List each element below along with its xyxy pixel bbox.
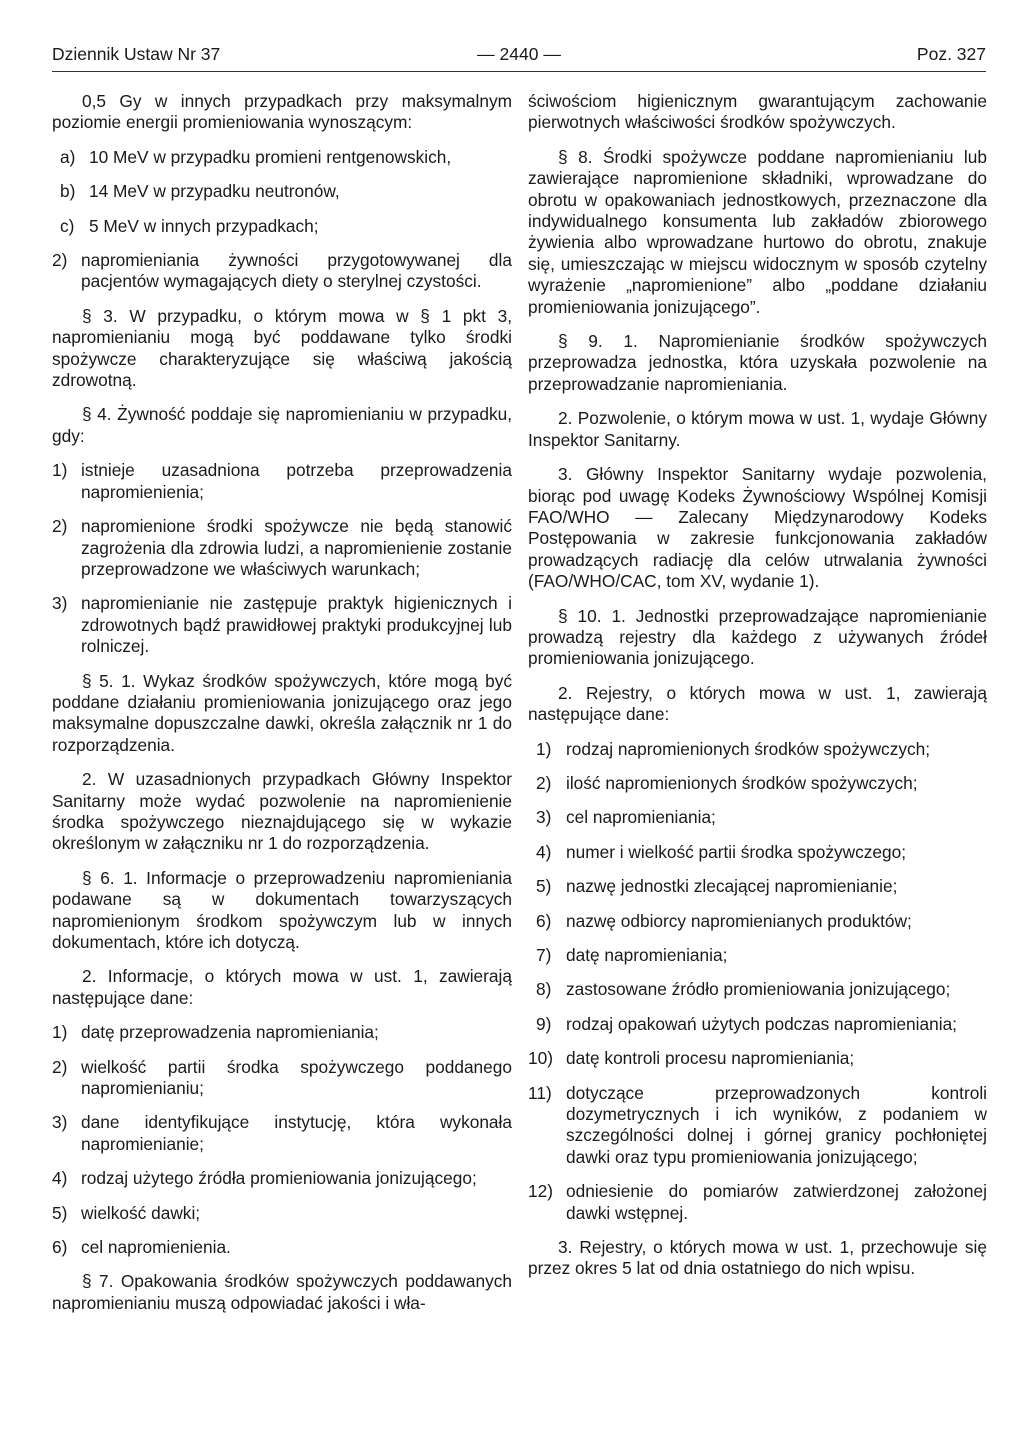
list-item <box>528 842 987 863</box>
item-text: napromieniania żywności przygotowywanej dla pacjentów wymagających diety o sterylnej czystości. <box>81 250 512 292</box>
section-9-2: 2. Pozwolenie, o którym mowa w ust. 1, wydaje Główny Inspektor Sanitarny. <box>528 408 987 450</box>
item-number: 6) <box>52 1237 68 1258</box>
section-7: § 7. Opakowania środków spożywczych poddawanych napromienianiu muszą odpowiadać jakości i wła- <box>52 1271 512 1313</box>
item-number: 2) <box>52 250 68 271</box>
list-item <box>52 147 512 168</box>
list-item <box>528 773 987 794</box>
item-text: 10 MeV w przypadku promieni rentgenowskich, <box>89 146 452 167</box>
list-item <box>528 1083 987 1169</box>
list-item <box>528 807 987 828</box>
item-text: dotyczące przeprowadzonych kontroli dozymetrycznych i ich wyników, z podaniem w szczególności dolnej i górnej granicy pochłoniętej dawki oraz typu promieniowania jonizującego; <box>566 1082 987 1167</box>
item-number: 1) <box>536 738 552 759</box>
item-text: 5 MeV w innych przypadkach; <box>89 215 319 236</box>
item-number: 1) <box>52 460 68 481</box>
item-text: zastosowane źródło promieniowania jonizującego; <box>566 979 951 1000</box>
item-number: c) <box>60 215 75 236</box>
item-text: wielkość partii środka spożywczego poddanego napromienianiu; <box>81 1056 512 1099</box>
section-10-1: § 10. 1. Jednostki przeprowadzające napromienianie prowadzą rejestry dla każdego z używanych źródeł promieniowania jonizującego. <box>528 605 987 669</box>
item-text: datę kontroli procesu napromieniania; <box>566 1048 855 1069</box>
item-number: 5) <box>52 1202 68 1223</box>
item-number: 2) <box>52 1056 68 1077</box>
item-number: 11) <box>528 1082 552 1103</box>
page-number: — 2440 — <box>477 44 561 64</box>
item-number: 4) <box>536 841 552 862</box>
item-text: cel napromienienia. <box>81 1237 231 1258</box>
item-text: odniesienie do pomiarów zatwierdzonej założonej dawki wstępnej. <box>566 1181 987 1223</box>
item-text: datę przeprowadzenia napromieniania; <box>81 1022 379 1043</box>
item-number: 9) <box>536 1013 552 1034</box>
page-header <box>52 44 986 70</box>
list-item <box>52 516 512 580</box>
section-9-3: 3. Główny Inspektor Sanitarny wydaje pozwolenia, biorąc pod uwagę Kodeks Żywnościowy Wspólnej Komisji FAO/WHO — Zalecany Międzynarodowy Kodeks Postępowania w zakresie funkcjonowania zakładów prowadzących radiację dla celów utrwalania żywności (FAO/WHO/CAC, tom XV, wydanie 1). <box>528 464 987 592</box>
item-text: dane identyfikujące instytucję, która wykonała napromienianie; <box>81 1112 512 1154</box>
item-text: cel napromieniania; <box>566 807 716 828</box>
list-item <box>528 979 987 1000</box>
item-number: 12) <box>528 1181 553 1202</box>
item-number: 4) <box>52 1168 68 1189</box>
item-number: 6) <box>536 910 552 931</box>
list-item <box>528 876 987 897</box>
item-number: 3) <box>536 807 552 828</box>
item-text: istnieje uzasadniona potrzeba przeprowadzenia napromienienia; <box>81 460 512 502</box>
left-column <box>52 91 512 1327</box>
list-item <box>52 250 512 293</box>
item-text: nazwę odbiorcy napromienianych produktów; <box>566 910 912 931</box>
section-9-1: § 9. 1. Napromienianie środków spożywczych przeprowadza jednostka, która uzyskała pozwolenie na przeprowadzanie napromieniania. <box>528 331 987 394</box>
item-number: 7) <box>536 945 552 965</box>
item-text: rodzaj napromienionych środków spożywczych; <box>566 738 931 759</box>
list-item <box>52 593 512 657</box>
section-4: § 4. Żywność poddaje się napromienianiu w przypadku, gdy: <box>52 404 512 446</box>
list-item <box>52 216 512 237</box>
item-text: 14 MeV w przypadku neutronów, <box>89 181 340 202</box>
item-number: 10) <box>528 1048 553 1069</box>
list-item <box>52 1168 512 1189</box>
list-item <box>52 1237 512 1258</box>
item-text: napromienianie nie zastępuje praktyk higienicznych i zdrowotnych bądź prawidłowej praktyki produkcyjnej lub rolniczej. <box>81 593 512 657</box>
position-number: Poz. 327 <box>916 44 986 64</box>
item-number: 3) <box>52 593 68 614</box>
item-number: 1) <box>52 1022 68 1043</box>
header-rule <box>52 71 986 72</box>
item-text: numer i wielkość partii środka spożywczego; <box>566 841 906 862</box>
item-text: rodzaj użytego źródła promieniowania jonizującego; <box>81 1168 477 1189</box>
list-item <box>528 1048 987 1069</box>
section-7-continued: ściwościom higienicznym gwarantującym zachowanie pierwotnych właściwości środków spożywczych. <box>528 91 987 133</box>
list-item <box>528 911 987 932</box>
item-text: wielkość dawki; <box>81 1202 201 1223</box>
section-10-3: 3. Rejestry, o których mowa w ust. 1, przechowuje się przez okres 5 lat od dnia ostatniego do nich wpisu. <box>528 1237 987 1279</box>
intro-paragraph: 0,5 Gy w innych przypadkach przy maksymalnym poziomie energii promieniowania wynoszącym: <box>52 91 512 133</box>
list-item <box>52 460 512 503</box>
journal-title: Dziennik Ustaw Nr 37 <box>52 44 221 64</box>
list-item <box>52 181 512 202</box>
item-number: 2) <box>52 516 68 537</box>
section-6-1: § 6. 1. Informacje o przeprowadzeniu napromieniania podawane są w dokumentach towarzyszących napromienionym środkom spożywczym lub w innych dokumentach, które ich dotyczą. <box>52 867 512 952</box>
section-8: § 8. Środki spożywcze poddane napromienianiu lub zawierające napromienione składniki, wprowadzane do obrotu w opakowaniach jednostkowych, przeznaczone dla indywidualnego konsumenta lub zakładów zbiorowego żywienia albo wprowadzane hurtowo do obrotu, znakuje się, umieszczając w miejscu widocznym w sposób czytelny wyrażenie „napromienione” albo „poddane działaniu promieniowania jonizującego”. <box>528 146 987 317</box>
list-item <box>528 1014 987 1035</box>
right-column <box>528 91 987 1293</box>
item-number: a) <box>60 146 76 167</box>
item-text: rodzaj opakowań użytych podczas napromieniania; <box>566 1013 957 1034</box>
list-item <box>528 945 987 966</box>
section-10-2: 2. Rejestry, o których mowa w ust. 1, zawierają następujące dane: <box>528 682 987 725</box>
item-number: 2) <box>536 772 552 793</box>
list-item <box>52 1022 512 1043</box>
list-item <box>52 1057 512 1100</box>
list-item <box>52 1112 512 1155</box>
item-number: 5) <box>536 876 552 897</box>
section-5-2: 2. W uzasadnionych przypadkach Główny Inspektor Sanitarny może wydać pozwolenie na napromienienie środka spożywczego nieznajdującego się w wykazie określonym w załączniku nr 1 do rozporządzenia. <box>52 769 512 854</box>
list-item <box>528 739 987 760</box>
section-5-1: § 5. 1. Wykaz środków spożywczych, które mogą być poddane działaniu promieniowania jonizującego oraz jego maksymalne dopuszczalne dawki, określa załącznik nr 1 do rozporządzenia. <box>52 670 512 755</box>
item-number: 8) <box>536 979 552 1000</box>
list-item <box>528 1181 987 1224</box>
item-number: b) <box>60 181 76 202</box>
item-text: ilość napromienionych środków spożywczych; <box>566 772 918 793</box>
item-text: nazwę jednostki zlecającej napromienianie; <box>566 876 898 897</box>
section-6-2: 2. Informacje, o których mowa w ust. 1, zawierają następujące dane: <box>52 966 512 1008</box>
item-text: napromienione środki spożywcze nie będą stanowić zagrożenia dla zdrowia ludzi, a napromienienie zostanie przeprowadzone we właściwych warunkach; <box>81 516 512 579</box>
list-item <box>52 1203 512 1224</box>
item-text: datę napromieniania; <box>566 945 728 965</box>
item-number: 3) <box>52 1112 68 1133</box>
section-3: § 3. W przypadku, o którym mowa w § 1 pkt 3, napromienianiu mogą być poddawane tylko środki spożywcze charakteryzujące się właściwą jakością zdrowotną. <box>52 305 512 391</box>
